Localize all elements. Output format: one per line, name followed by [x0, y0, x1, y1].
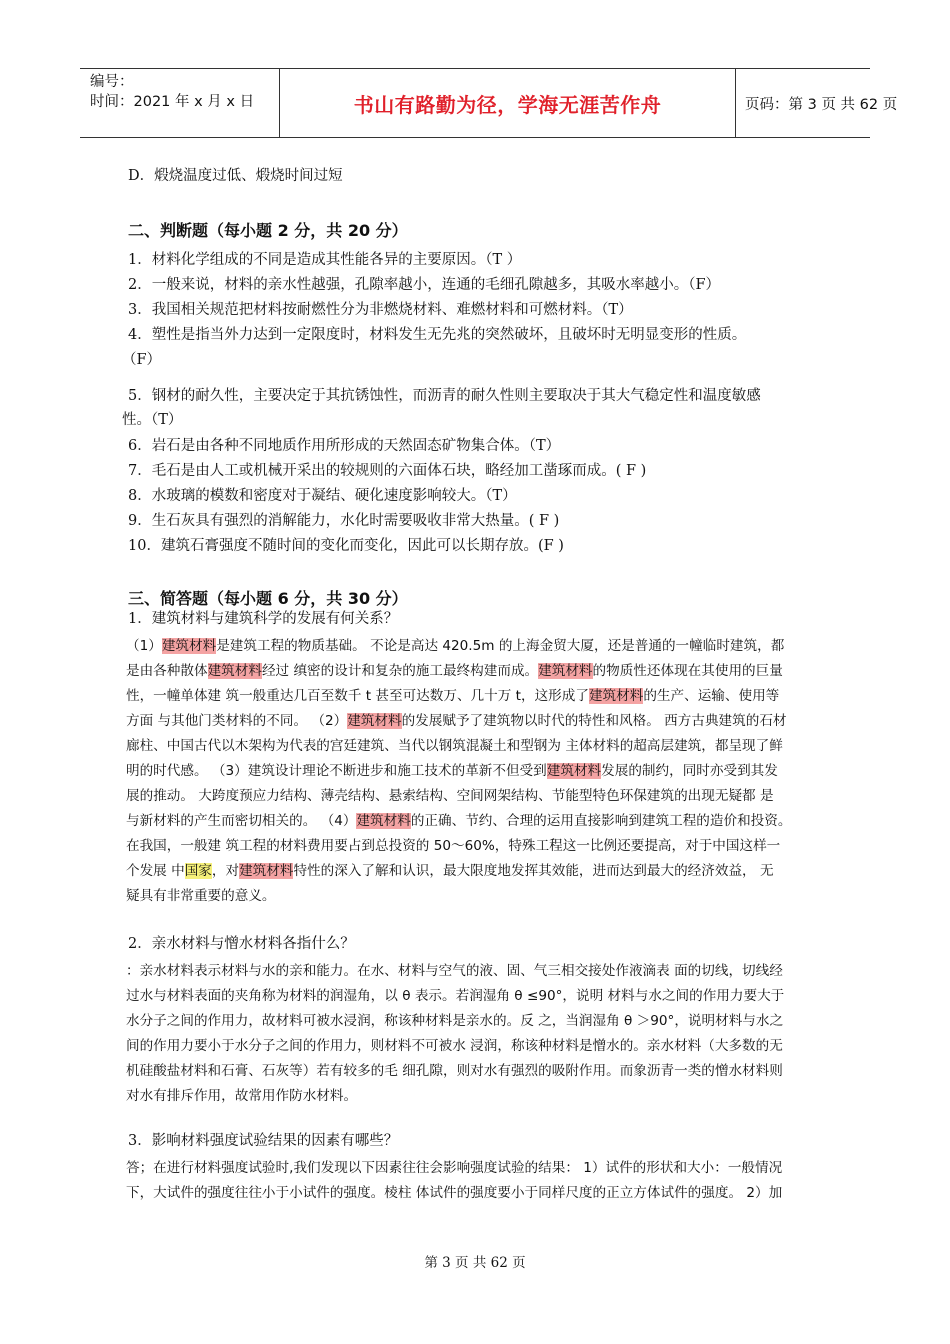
time-label: 时间：2021 年 x 月 x 日: [90, 94, 255, 110]
answer-text: 的发展赋予了建筑物以时代的特性和风格。 西方古典建筑的石材: [401, 713, 787, 729]
judgement-line: 2．一般来说，材料的亲水性越强，孔隙率越小，连通的毛细孔隙越多，其吸水率越小。（F）: [128, 277, 721, 293]
answer-text: 展的推动。 大跨度预应力结构、薄壳结构、悬索结构、空间网架结构、节能型特色环保建筑的出现无疑都 是: [126, 788, 774, 804]
answer-1-line: [126, 809, 791, 829]
header-meta: [80, 69, 280, 137]
question-2: 2．亲水材料与憎水材料各指什么？: [128, 936, 355, 952]
answer-text: 方面 与其他门类材料的不同。 （2）: [126, 713, 348, 729]
a3-line: 答；在进行材料强度试验时,我们发现以下因素往往会影响强度试验的结果： 1）试件的形状和大小：一般情况: [126, 1160, 783, 1176]
header-motto: 书山有路勤为径，学海无涯苦作舟: [280, 69, 736, 137]
answer-1-line: [126, 734, 783, 754]
answer-text: 与新材料的产生而密切相关的。 （4）: [126, 813, 357, 829]
answer-text: 疑具有非常重要的意义。: [126, 888, 276, 904]
answer-text: 经过 缜密的设计和复杂的施工最终构建而成。: [261, 663, 539, 679]
highlighted-term: 建筑材料: [207, 663, 262, 679]
answer-1-line: [126, 859, 774, 879]
question-1: 1．建筑材料与建筑科学的发展有何关系？: [128, 611, 399, 627]
section2-title: 二、判断题（每小题 2 分，共 20 分）: [128, 221, 408, 240]
answer-1-line: [126, 834, 780, 854]
highlighted-term: 建筑材料: [161, 638, 217, 654]
highlighted-term: 建筑材料: [588, 688, 644, 704]
judgement-line: 9．生石灰具有强烈的消解能力，水化时需要吸收非常大热量。( F ): [128, 513, 560, 529]
highlighted-term: 建筑材料: [356, 813, 411, 829]
highlighted-term: 国家: [184, 863, 212, 879]
answer-text: 的生产、运输、使用等: [643, 688, 780, 704]
a2-line: ：亲水材料表示材料与水的亲和能力。在水、材料与空气的液、固、气三相交接处作液滴表 面的切线，切线经: [126, 963, 783, 979]
a3-line: 下，大试件的强度往往小于小试件的强度。棱柱 体试件的强度要小于同样尺度的正立方体试件的强度。 2）加: [126, 1185, 783, 1201]
answer-1-line: [126, 684, 779, 704]
answer-1-line: [126, 634, 784, 654]
answer-text: 个发展 中: [126, 863, 185, 879]
judgement-line: 6．岩石是由各种不同地质作用所形成的天然固态矿物集合体。（T）: [128, 438, 561, 454]
judgement-line: 8．水玻璃的模数和密度对于凝结、硬化速度影响较大。（T）: [128, 488, 517, 504]
answer-text: 是由各种散体: [126, 663, 208, 679]
judgement-line: 7．毛石是由人工或机械开采出的较规则的六面体石块，略经加工凿琢而成。( F ): [128, 463, 647, 479]
a2-line: 水分子之间的作用力，故材料可被水浸润，称该种材料是亲水的。反 之，当润湿角 θ ＞90°，说明材料与水之: [126, 1013, 784, 1029]
answer-1-line: [126, 659, 783, 679]
judgement-line: 3．我国相关规范把材料按耐燃性分为非燃烧材料、难燃材料和可燃材料。（T）: [128, 302, 633, 318]
judgement-line: 性。（T）: [122, 412, 183, 428]
judgement-line: 4．塑性是指当外力达到一定限度时，材料发生无先兆的突然破坏，且破坏时无明显变形的性质。: [128, 327, 747, 343]
section3-title: 三、简答题（每小题 6 分，共 30 分）: [128, 589, 408, 608]
answer-1-line: [126, 884, 276, 904]
judgement-line: 5．钢材的耐久性，主要决定于其抗锈蚀性，而沥青的耐久性则主要取决于其大气稳定性和温度敏感: [128, 388, 761, 404]
answer-1-line: [126, 784, 774, 804]
answer-text: 廊柱、中国古代以木架构为代表的宫廷建筑、当代以钢筑混凝土和型钢为 主体材料的超高层建筑，都呈现了鲜: [126, 738, 783, 754]
page-header: [80, 68, 898, 138]
answer-text: 发展的制约，同时亦受到其发: [601, 763, 778, 779]
answer-text: 明的时代感。 （3）建筑设计理论不断进步和施工技术的革新不但受到: [126, 763, 547, 779]
judgement-line: （F）: [122, 352, 162, 368]
question-3: 3．影响材料强度试验结果的因素有哪些？: [128, 1133, 399, 1149]
answer-text: 的物质性还体现在其使用的巨量: [592, 663, 783, 679]
judgement-line: 1．材料化学组成的不同是造成其性能各异的主要原因。（T ）: [128, 252, 522, 268]
answer-text: （1）: [126, 638, 162, 654]
a2-line: 间的作用力要小于水分子之间的作用力，则材料不可被水 浸润，称该种材料是憎水的。亲水材料（大多数的无: [126, 1038, 783, 1054]
a2-line: 过水与材料表面的夹角称为材料的润湿角，以 θ 表示。若润湿角 θ ≤90°，说明 材料与水之间的作用力要大于: [126, 988, 785, 1004]
answer-text: 的正确、节约、合理的运用直接影响到建筑工程的造价和投资。: [410, 813, 792, 829]
answer-text: ，对: [211, 863, 240, 879]
answer-text: 在我国，一般建 筑工程的材料费用要占到总投资的 50～60%，特殊工程这一比例还要提高，对于中国这样一: [126, 838, 781, 854]
highlighted-term: 建筑材料: [347, 713, 402, 729]
page-footer: 第 3 页 共 62 页: [424, 1255, 526, 1271]
code-label: 编号：: [90, 74, 134, 90]
answer-text: 特性的深入了解和认识，最大限度地发挥其效能，进而达到最大的经济效益， 无: [293, 863, 774, 879]
a2-line: 机硅酸盐材料和石膏、石灰等）若有较多的毛 细孔隙，则对水有强烈的吸附作用。而象沥青一类的憎水材料则: [126, 1063, 783, 1079]
answer-1-line: [126, 709, 787, 729]
highlighted-term: 建筑材料: [239, 863, 294, 879]
answer-text: 是建筑工程的物质基础。 不论是高达 420.5m 的上海金贸大厦，还是普通的一幢临时建筑，都: [216, 638, 785, 654]
highlighted-term: 建筑材料: [538, 663, 593, 679]
prev-option-d: D．煅烧温度过低、煅烧时间过短: [128, 168, 343, 184]
answer-1-line: [126, 759, 778, 779]
judgement-line: 10．建筑石膏强度不随时间的变化而变化，因此可以长期存放。(F ): [128, 538, 564, 554]
answer-text: 性，一幢单体建 筑一般重达几百至数千 t 甚至可达数万、几十万 t，这形成了: [126, 688, 589, 704]
a2-line: 对水有排斥作用，故常用作防水材料。: [126, 1088, 358, 1104]
highlighted-term: 建筑材料: [546, 763, 602, 779]
header-page-info: 页码：第 3 页 共 62 页: [745, 96, 898, 113]
